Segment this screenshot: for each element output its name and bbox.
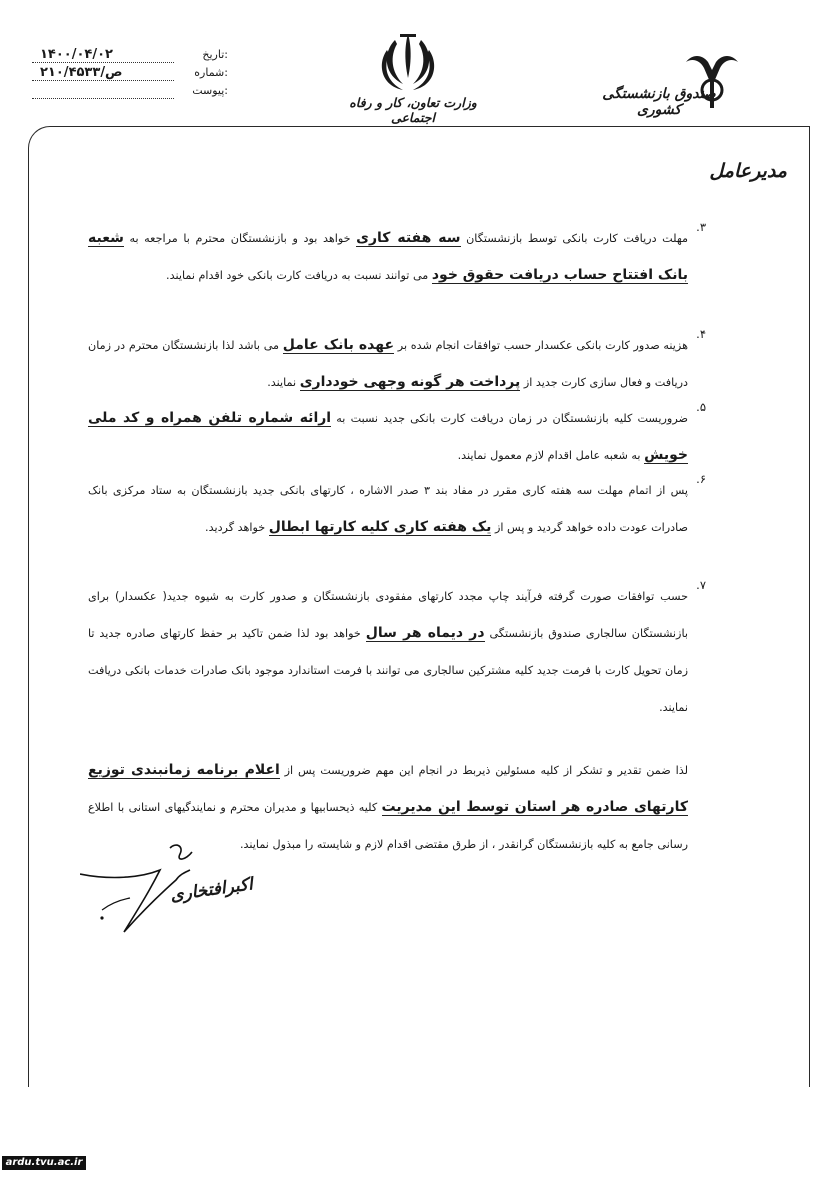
item-number: ۵. [696,400,706,414]
number-label: شماره: [194,66,228,79]
list-item [88,327,706,401]
item-number: ۴. [696,327,706,341]
item-text [88,578,688,726]
list-item [88,400,706,474]
date-line [32,62,174,63]
item-text-part: می توانند نسبت به دریافت کارت بانکی خود اقدام نمایند. [166,269,429,282]
list-item [88,578,706,726]
item-text [88,220,688,294]
number-row [22,66,232,84]
item-text [88,472,688,546]
item-text-part: می باشد لذا بازنشستگان محترم در زمان دریافت و فعال سازی کارت جدید از [88,339,688,389]
ministry-name: وزارت تعاون، کار و رفاه اجتماعی [349,95,477,125]
item-highlight: در دیماه هر سال [365,625,485,641]
number-line [32,80,174,81]
item-text-part: هزینه صدور کارت بانکی عکسدار حسب توافقات انجام شده بر [397,339,688,352]
closing-text-part: لذا ضمن تقدیر و تشکر از کلیه مسئولین ذیربط در انجام این مهم ضروریست پس از [284,764,688,777]
closing-text-part: کلیه ذیحسابیها و مدیران محترم و نمایندگیهای استانی با اطلاع رسانی جامع به کلیه بازنشستگان گرانقدر ، از طرق مقتضی اقدام لازم و شایسته را مبذول نمایند. [88,801,688,851]
footer-tag: ardu.tvu.ac.ir [2,1156,86,1170]
emblem-icon [373,30,443,98]
fund-name: صندوق بازنشستگی کشوری [602,86,716,118]
list-item [88,472,706,546]
item-text-part: مهلت دریافت کارت بانکی توسط بازنشستگان [466,232,688,245]
attachment-label: پیوست: [192,84,228,97]
item-text-part: به شعبه عامل اقدام لازم معمول نمایند. [457,449,641,462]
item-highlight: ارائه شماره تلفن همراه و کد ملی خویش [88,410,688,463]
item-highlight: پرداخت هر گونه وجهی خودداری [299,374,521,390]
item-text-part: ضروریست کلیه بازنشستگان در زمان دریافت کارت بانکی جدید نسبت به [336,412,689,425]
item-text-part: خواهد گردید. [205,521,266,534]
signature-name: اکبرافتخاری [169,874,254,906]
item-text-part: پس از اتمام مهلت سه هفته کاری مقرر در مفاد بند ۳ صدر الاشاره ، کارتهای بانکی جدید بازنشستگان به ستاد مرکزی بانک صادرات عودت داده خواهد گردید و پس از [88,484,688,534]
closing-highlight: اعلام برنامه زمانبندی توزیع کارتهای صادره هر استان توسط این مدیریت [88,762,689,815]
page-title: مدیرعامل [709,160,787,182]
letter-meta [22,48,232,102]
list-item [88,220,706,294]
item-number: ۷. [696,578,706,592]
item-text [88,400,688,474]
item-highlight: عهده بانک عامل [282,337,395,353]
date-value: ۱۴۰۰/۰۴/۰۲ [40,47,113,62]
item-text-part: خواهد بود و بازنشستگان محترم با مراجعه به [129,232,351,245]
item-number: ۶. [696,472,706,486]
number-value: ۲۱۰/ص/۴۵۳۳ [40,65,123,80]
date-row [22,48,232,66]
attachment-row [22,84,232,102]
item-highlight: سه هفته کاری [356,230,461,246]
item-highlight: یک هفته کاری کلیه کارتها ابطال [268,519,492,535]
item-text [88,327,688,401]
item-text-part: حسب توافقات صورت گرفته فرآیند چاپ مجدد کارتهای مفقودی بازنشستگان و صدور کارت به شیوه جدید( عکسدار) برای بازنشستگان سالجاری صندوق بازنشستگی [88,590,688,640]
item-highlight: شعبه بانک افتتاح حساب دریافت حقوق خود [88,230,688,283]
item-text-part: نمایند. [267,376,297,389]
item-text-part: خواهد بود لذا ضمن تاکید بر حفظ کارتهای صادره جدید تا زمان تحویل کارت با فرمت جدید کلیه مشترکین سالجاری می توانند با فرمت استاندارد موجود بانک صادرات خدمات بانکی دریافت نمایند. [88,627,688,714]
attachment-line [32,98,174,99]
item-number: ۳. [696,220,706,234]
date-label: تاریخ: [202,48,228,61]
